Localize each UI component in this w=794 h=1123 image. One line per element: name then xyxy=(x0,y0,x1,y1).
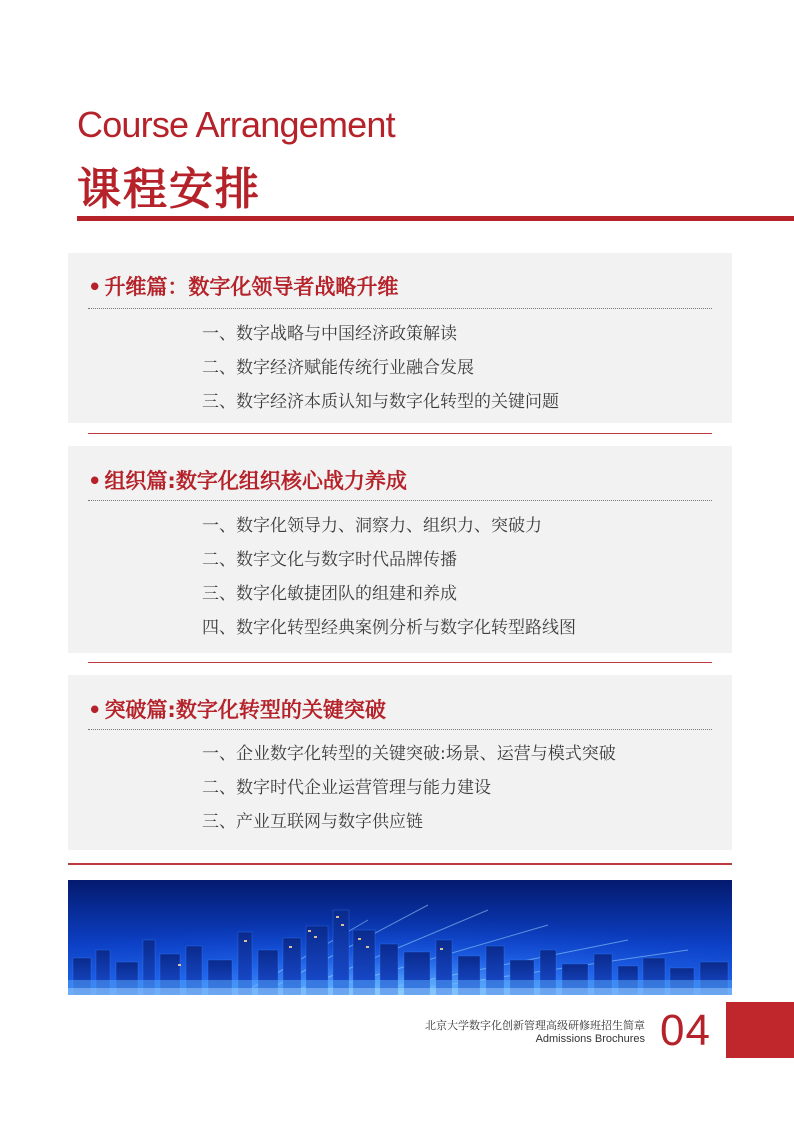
bullet-icon: • xyxy=(88,698,102,722)
section-heading xyxy=(88,271,398,301)
section-divider xyxy=(88,433,712,434)
course-list xyxy=(202,509,576,645)
page-number: 04 xyxy=(660,1006,711,1055)
dotted-separator xyxy=(88,729,712,730)
course-item: 三、数字化敏捷团队的组建和养成 xyxy=(202,584,457,604)
brochure-name-zh: 北京大学数字化创新管理高级研修班招生简章 xyxy=(425,1019,645,1032)
section-divider xyxy=(88,662,712,663)
page-title-en: Course Arrangement xyxy=(77,104,395,145)
bullet-icon: • xyxy=(88,469,102,493)
skyline-illustration xyxy=(68,880,732,995)
course-item: 三、数字经济本质认知与数字化转型的关键问题 xyxy=(202,392,559,412)
dotted-separator xyxy=(88,308,712,309)
course-section-organization xyxy=(68,446,732,653)
bullet-icon: • xyxy=(88,275,102,299)
brochure-name-en: Admissions Brochures xyxy=(535,1033,645,1045)
section-title: 突破篇:数字化转型的关键突破 xyxy=(104,698,386,722)
course-item: 一、企业数字化转型的关键突破:场景、运营与模式突破 xyxy=(202,744,616,764)
course-item: 三、产业互联网与数字供应链 xyxy=(202,812,423,832)
section-title: 组织篇:数字化组织核心战力养成 xyxy=(104,469,407,493)
city-skyline-banner xyxy=(68,880,732,995)
title-underline xyxy=(77,216,794,221)
dotted-separator xyxy=(88,500,712,501)
course-section-breakthrough xyxy=(68,675,732,850)
accent-block xyxy=(726,1002,794,1058)
course-list xyxy=(202,737,616,839)
course-section-upgrade xyxy=(68,253,732,423)
course-item: 一、数字化领导力、洞察力、组织力、突破力 xyxy=(202,516,542,536)
course-item: 二、数字文化与数字时代品牌传播 xyxy=(202,550,457,570)
section-heading xyxy=(88,694,386,724)
page-title-zh: 课程安排 xyxy=(77,164,261,215)
course-item: 四、数字化转型经典案例分析与数字化转型路线图 xyxy=(202,618,576,638)
section-divider xyxy=(68,863,732,865)
section-heading xyxy=(88,465,407,495)
section-title: 升维篇：数字化领导者战略升维 xyxy=(104,275,399,299)
course-item: 二、数字时代企业运营管理与能力建设 xyxy=(202,778,491,798)
course-list xyxy=(202,317,559,419)
course-item: 一、数字战略与中国经济政策解读 xyxy=(202,324,457,344)
course-item: 二、数字经济赋能传统行业融合发展 xyxy=(202,358,474,378)
